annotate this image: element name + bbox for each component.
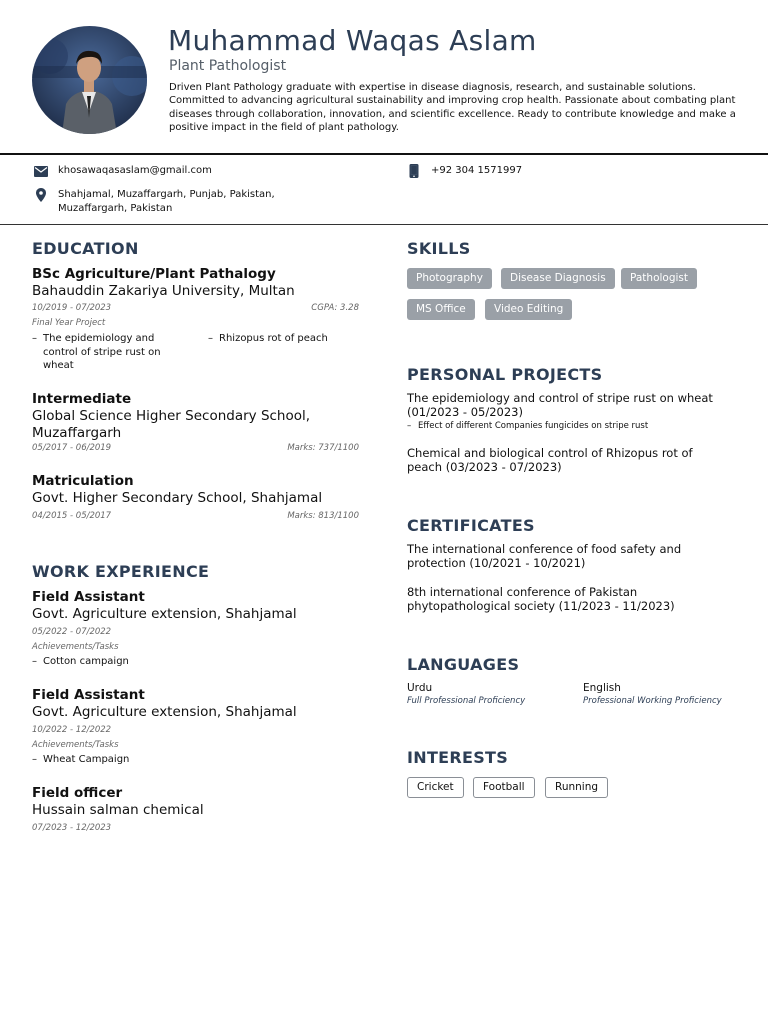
language-name: English	[583, 682, 621, 694]
education-dates: 05/2017 - 06/2019	[32, 443, 112, 453]
list-item: – Wheat Campaign	[32, 753, 332, 767]
work-note: Achievements/Tasks	[32, 740, 119, 750]
languages-heading: LANGUAGES	[407, 655, 520, 674]
work-dates: 07/2023 - 12/2023	[32, 823, 112, 833]
skill-tag: Video Editing	[485, 299, 572, 320]
work-dates: 10/2022 - 12/2022	[32, 725, 112, 735]
header-divider	[0, 153, 768, 155]
email-text: khosawaqasaslam@gmail.com	[58, 165, 212, 176]
contact-email[interactable]	[34, 164, 212, 178]
language-level: Full Professional Proficiency	[407, 696, 526, 706]
interest-tag: Football	[473, 777, 535, 798]
list-item: – Effect of different Companies fungicides on stripe rust	[407, 421, 727, 432]
education-degree: Matriculation	[32, 473, 134, 489]
contact-divider	[0, 224, 768, 225]
work-heading: WORK EXPERIENCE	[32, 562, 210, 581]
work-org: Govt. Agriculture extension, Shahjamal	[32, 606, 297, 622]
profile-summary: Driven Plant Pathology graduate with expertise in disease diagnosis, research, and sustainable solutions. Committed to advancing agricultural sustainability and improving crop health. Passionate about combating plant diseases through collaboration, innovation, and scientific excellence. Ready to contribute knowledge and make a positive impact in the field of plant pathology.	[169, 82, 736, 133]
work-note: Achievements/Tasks	[32, 642, 119, 652]
language-level: Professional Working Proficiency	[583, 696, 722, 706]
education-degree: Intermediate	[32, 391, 132, 407]
skill-tag: Pathologist	[621, 268, 697, 289]
skill-tag: MS Office	[407, 299, 475, 320]
list-item: – Cotton campaign	[32, 655, 332, 669]
education-note: Final Year Project	[32, 318, 106, 328]
skill-tag: Disease Diagnosis	[501, 268, 615, 289]
project-item: Chemical and biological control of Rhizopus rot of peach (03/2023 - 07/2023)	[407, 446, 693, 474]
language-name: Urdu	[407, 682, 433, 694]
interest-tag: Running	[545, 777, 608, 798]
education-school: Govt. Higher Secondary School, Shahjamal	[32, 490, 323, 506]
interest-tag: Cricket	[407, 777, 464, 798]
map-pin-icon	[34, 188, 48, 202]
education-heading: EDUCATION	[32, 239, 139, 258]
education-dates: 04/2015 - 05/2017	[32, 511, 112, 521]
work-role: Field Assistant	[32, 589, 145, 605]
certificate-item: The international conference of food safety and protection (10/2021 - 10/2021)	[407, 542, 682, 570]
skill-tag: Photography	[407, 268, 492, 289]
work-role: Field officer	[32, 785, 123, 801]
profile-photo	[32, 26, 147, 134]
candidate-title: Plant Pathologist	[169, 58, 287, 74]
resume-header	[0, 0, 768, 154]
certificates-heading: CERTIFICATES	[407, 516, 535, 535]
work-org: Govt. Agriculture extension, Shahjamal	[32, 704, 297, 720]
projects-heading: PERSONAL PROJECTS	[407, 365, 603, 384]
project-item: The epidemiology and control of stripe rust on wheat (01/2023 - 05/2023)	[407, 391, 713, 419]
skills-heading: SKILLS	[407, 239, 471, 258]
work-org: Hussain salman chemical	[32, 802, 204, 818]
education-dates: 10/2019 - 07/2023	[32, 303, 112, 313]
list-item: – Rhizopus rot of peach	[208, 332, 363, 346]
address-text: Shahjamal, Muzaffargarh, Punjab, Pakistan, Muzaffargarh, Pakistan	[58, 189, 275, 214]
phone-text: +92 304 1571997	[431, 165, 523, 176]
candidate-name: Muhammad Waqas Aslam	[168, 24, 537, 57]
work-dates: 05/2022 - 07/2022	[32, 627, 112, 637]
education-grade: Marks: 813/1100	[287, 511, 359, 521]
envelope-icon	[34, 164, 48, 178]
education-grade: CGPA: 3.28	[311, 303, 359, 313]
contact-address	[34, 188, 275, 215]
interests-heading: INTERESTS	[407, 748, 509, 767]
education-school: Bahauddin Zakariya University, Multan	[32, 283, 295, 299]
education-grade: Marks: 737/1100	[287, 443, 359, 453]
education-degree: BSc Agriculture/Plant Pathalogy	[32, 266, 276, 282]
certificate-item: 8th international conference of Pakistan phytopathological society (11/2023 - 11/2023)	[407, 585, 675, 613]
contact-phone[interactable]	[407, 164, 522, 178]
list-item: – The epidemiology and control of stripe rust on wheat	[32, 332, 187, 373]
work-role: Field Assistant	[32, 687, 145, 703]
mobile-phone-icon	[407, 164, 421, 178]
education-school: Global Science Higher Secondary School, Muzaffargarh	[32, 408, 311, 441]
